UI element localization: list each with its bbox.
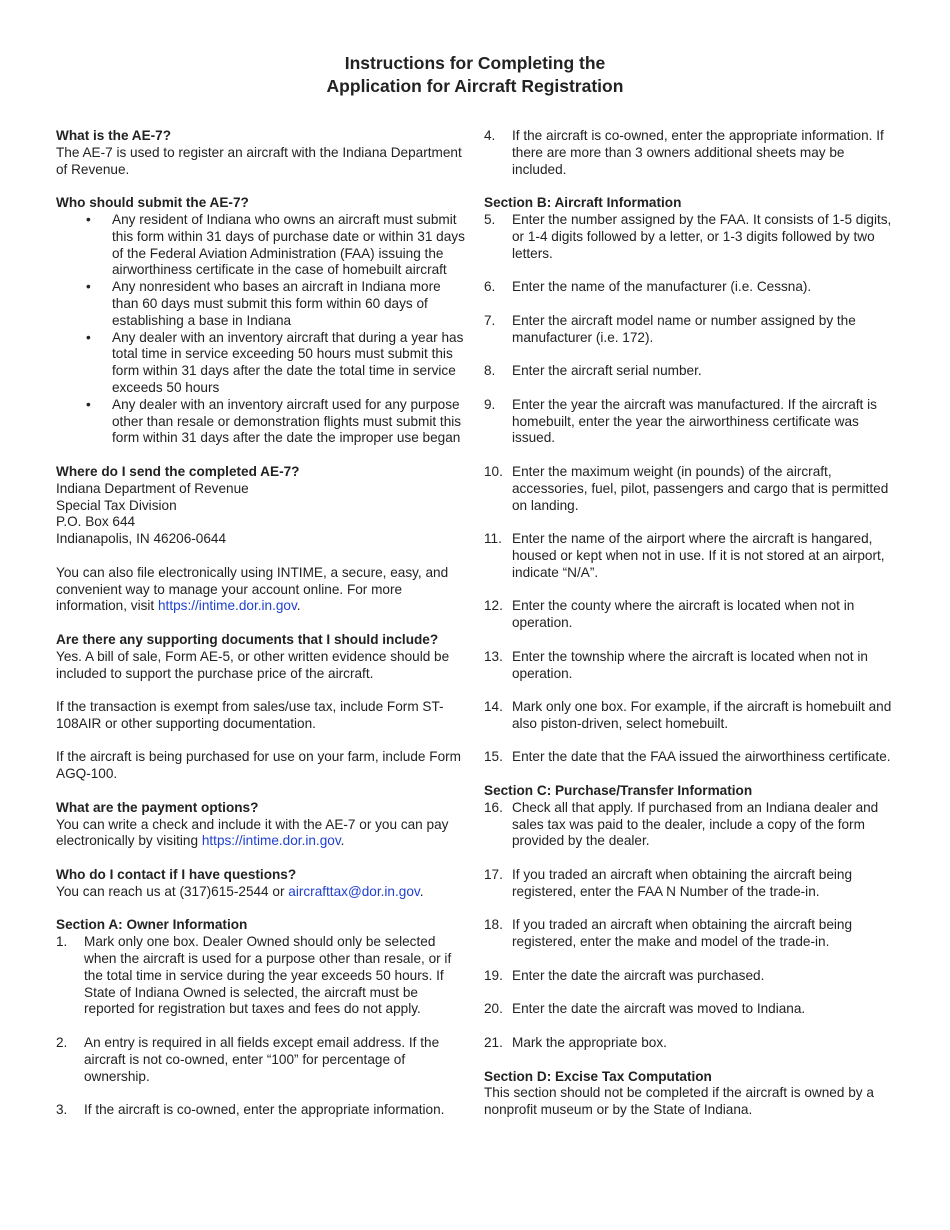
contact-text: You can reach us at (317)615-2544 or <box>56 883 289 899</box>
list-item <box>484 313 894 347</box>
list-item <box>484 800 894 850</box>
supporting-section <box>56 632 468 682</box>
item-number: 9. <box>484 396 496 412</box>
who-submit-list <box>56 212 468 447</box>
contact-heading: Who do I contact if I have questions? <box>56 867 297 883</box>
section-c-heading: Section C: Purchase/Transfer Information <box>484 783 753 799</box>
address-line: Indiana Department of Revenue <box>56 480 249 496</box>
item-text: If you traded an aircraft when obtaining the aircraft being registered, enter the FAA N Number of the trade-in. <box>512 867 853 899</box>
item-number: 13. <box>484 648 503 664</box>
section-a-list <box>56 934 468 1119</box>
list-item: • Any dealer with an inventory aircraft used for any purpose other than resale or demonstration flights must submit this form within 31 days after the date the improper use began <box>56 397 468 447</box>
supporting-text-3: If the aircraft is being purchased for use on your farm, include Form AGQ-100. <box>56 749 461 782</box>
intime-paragraph <box>56 565 468 615</box>
item-number: 21. <box>484 1035 503 1051</box>
who-submit-section <box>56 195 468 447</box>
section-b-list <box>484 212 894 766</box>
list-item <box>484 397 894 447</box>
item-text: Check all that apply. If purchased from an Indiana dealer and sales tax was paid to the dealer, include a copy of the form provided by the dealer. <box>512 799 879 849</box>
item-number: 15. <box>484 749 503 765</box>
item-number: 16. <box>484 799 503 815</box>
item-text: Enter the maximum weight (in pounds) of the aircraft, accessories, fuel, pilot, passengers and cargo that is permitted on landing. <box>512 463 889 513</box>
what-is-section <box>56 128 468 178</box>
section-b <box>484 195 894 766</box>
where-send-heading: Where do I send the completed AE-7? <box>56 463 300 479</box>
item-text: Enter the aircraft model name or number assigned by the manufacturer (i.e. 172). <box>512 312 856 345</box>
list-item <box>484 212 894 262</box>
section-a <box>56 917 468 1119</box>
payment-text: You can write a check and include it with the AE-7 or you can pay electronically by visiting <box>56 816 449 849</box>
address-line: Special Tax Division <box>56 497 177 513</box>
list-item <box>484 1001 894 1018</box>
item-text: If the aircraft is co-owned, enter the appropriate information. <box>84 1102 445 1118</box>
intime-link[interactable]: https://intime.dor.in.gov <box>158 598 297 614</box>
list-item: • Any nonresident who bases an aircraft in Indiana more than 60 days must submit this form within 60 days of establishing a base in Indiana <box>56 279 468 329</box>
email-link[interactable]: aircrafttax@dor.in.gov <box>288 883 420 899</box>
item-number: 17. <box>484 867 503 883</box>
list-item <box>56 934 468 1018</box>
intime-period: . <box>296 598 301 614</box>
supporting-text-1: Yes. A bill of sale, Form AE-5, or other written evidence should be included to support the purchase price of the aircraft. <box>56 648 450 681</box>
list-item <box>484 128 894 178</box>
section-d-heading: Section D: Excise Tax Computation <box>484 1068 712 1084</box>
item-number: 10. <box>484 463 503 479</box>
item-text: If the aircraft is co-owned, enter the appropriate information. If there are more than 3 owners additional sheets may be included. <box>512 128 884 177</box>
list-item <box>484 363 894 380</box>
item-number: 11. <box>484 531 502 547</box>
payment-period: . <box>340 833 345 849</box>
left-column <box>56 128 468 1119</box>
item-number: 19. <box>484 967 503 983</box>
list-item <box>484 749 894 766</box>
item-number: 14. <box>484 699 503 715</box>
item-number: 1. <box>56 934 68 950</box>
page-title <box>0 52 950 98</box>
item-number: 12. <box>484 598 503 614</box>
item-number: 3. <box>56 1102 68 1118</box>
list-item <box>484 531 894 581</box>
item-number: 4. <box>484 128 496 143</box>
item-text: If you traded an aircraft when obtaining the aircraft being registered, enter the make and model of the trade-in. <box>512 917 853 950</box>
right-column <box>484 128 894 1119</box>
list-item <box>484 867 894 901</box>
item-text: Enter the number assigned by the FAA. It consists of 1-5 digits, or 1-4 digits followed by a letter, or 1-3 digits followed by two letters. <box>512 211 892 261</box>
section-a-heading: Section A: Owner Information <box>56 917 248 933</box>
list-item <box>484 598 894 632</box>
item-text: Enter the date the aircraft was moved to Indiana. <box>512 1001 806 1017</box>
supporting-paragraph-3 <box>56 749 468 783</box>
item-text: Mark only one box. Dealer Owned should only be selected when the aircraft is used for a purpose other than resale, or if the total time in service during the year exceeds 50 hours. If State of Indiana Owned is selected, the aircraft must be reported for registration but taxes and fees do not apply. <box>84 934 452 1017</box>
item-text: Enter the name of the manufacturer (i.e. Cessna). <box>512 279 812 295</box>
what-is-heading: What is the AE-7? <box>56 128 172 143</box>
who-submit-heading: Who should submit the AE-7? <box>56 195 249 211</box>
list-item <box>484 649 894 683</box>
section-a-continued-list <box>484 128 894 178</box>
title-line-1: Instructions for Completing the <box>344 53 606 73</box>
list-item <box>484 464 894 514</box>
where-send-section <box>56 464 468 548</box>
section-d <box>484 1069 894 1119</box>
contact-paragraph <box>56 884 468 901</box>
supporting-paragraph-2 <box>56 699 468 733</box>
section-c-list <box>484 800 894 1052</box>
payment-link[interactable]: https://intime.dor.in.gov <box>201 833 341 849</box>
item-number: 5. <box>484 211 496 227</box>
contact-period: . <box>419 883 424 899</box>
item-text: Enter the county where the aircraft is located when not in operation. <box>512 598 855 631</box>
list-item <box>56 1035 468 1085</box>
item-text: Enter the township where the aircraft is located when not in operation. <box>512 648 868 681</box>
item-text: Enter the date that the FAA issued the airworthiness certificate. <box>512 749 891 765</box>
item-text: Mark the appropriate box. <box>512 1035 667 1051</box>
item-text: Enter the date the aircraft was purchased. <box>512 967 765 983</box>
item-text: An entry is required in all fields except email address. If the aircraft is not co-owned, enter “100” for percentage of ownership. <box>84 1035 440 1084</box>
payment-section <box>56 800 468 850</box>
item-number: 2. <box>56 1035 68 1051</box>
item-number: 20. <box>484 1001 503 1017</box>
list-item <box>56 1102 468 1119</box>
list-item <box>484 1035 894 1052</box>
list-item <box>484 279 894 296</box>
list-item <box>484 917 894 951</box>
address-line: Indianapolis, IN 46206-0644 <box>56 531 227 547</box>
item-text: Enter the year the aircraft was manufactured. If the aircraft is homebuilt, enter the year the airworthiness certificate was issued. <box>512 396 877 446</box>
address-line: P.O. Box 644 <box>56 514 136 530</box>
what-is-text: The AE-7 is used to register an aircraft with the Indiana Department of Revenue. <box>56 144 462 177</box>
item-number: 18. <box>484 917 503 933</box>
payment-paragraph <box>56 817 468 851</box>
section-b-heading: Section B: Aircraft Information <box>484 195 682 211</box>
item-text: Mark only one box. For example, if the aircraft is homebuilt and also piston-driven, select homebuilt. <box>512 699 892 731</box>
item-number: 7. <box>484 312 496 328</box>
section-c <box>484 783 894 1052</box>
contact-section <box>56 867 468 901</box>
list-item <box>484 699 894 733</box>
item-number: 6. <box>484 279 496 295</box>
item-text: Enter the aircraft serial number. <box>512 363 702 379</box>
intime-section <box>56 565 468 615</box>
list-item <box>484 968 894 985</box>
supporting-heading: Are there any supporting documents that I should include? <box>56 631 439 647</box>
title-line-2: Application for Aircraft Registration <box>326 76 624 96</box>
list-item: • Any resident of Indiana who owns an aircraft must submit this form within 31 days of purchase date or within 31 days of the Federal Aviation Administration (FAA) issuing the airworthiness certificate in the case of homebuilt aircraft <box>56 212 468 279</box>
item-number: 8. <box>484 363 496 379</box>
section-d-text: This section should not be completed if the aircraft is owned by a nonprofit museum or by the State of Indiana. <box>484 1085 874 1118</box>
item-text: Enter the name of the airport where the aircraft is hangared, housed or kept when not in use. If it is not stored at an airport, indicate “N/A”. <box>512 531 885 580</box>
intime-text: You can also file electronically using INTIME, a secure, easy, and convenient way to manage your account online. For more information, visit <box>56 564 449 614</box>
payment-heading: What are the payment options? <box>56 799 259 815</box>
supporting-text-2: If the transaction is exempt from sales/use tax, include Form ST-108AIR or other supporting documentation. <box>56 699 444 731</box>
list-item: • Any dealer with an inventory aircraft that during a year has total time in service exceeding 50 hours must submit this form within 31 days after the date the total time in service exceeds 50 hours <box>56 330 468 397</box>
